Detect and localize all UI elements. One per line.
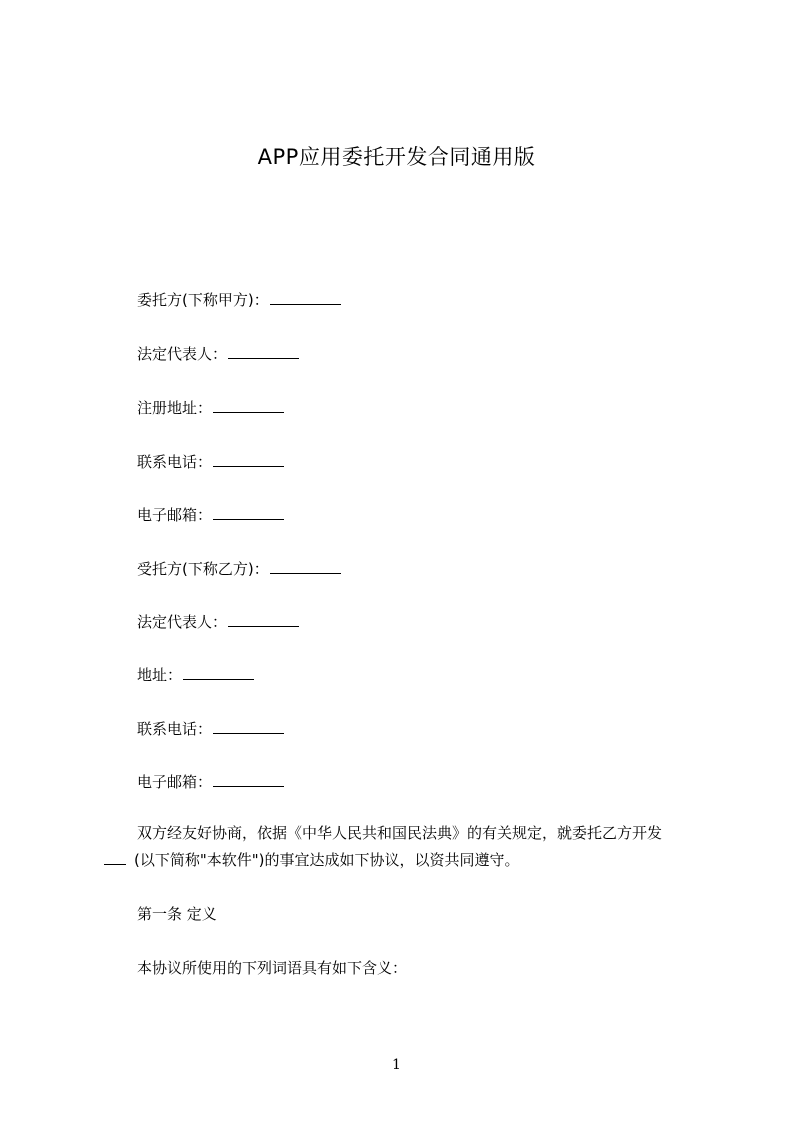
party-a-phone-line bbox=[137, 452, 284, 472]
party-b-label: 受托方(下称乙方)： bbox=[137, 560, 269, 578]
party-a-address-line bbox=[137, 398, 284, 418]
party-b-email-blank bbox=[213, 772, 284, 787]
party-b-phone-blank bbox=[213, 719, 284, 734]
party-a-legal-rep-line bbox=[137, 344, 299, 364]
party-a-legal-rep-blank bbox=[228, 344, 299, 359]
party-b-legal-rep-label: 法定代表人： bbox=[137, 613, 228, 631]
party-b-address-blank bbox=[183, 665, 254, 680]
party-a-address-blank bbox=[213, 398, 284, 413]
party-b-address-label: 地址： bbox=[137, 666, 183, 684]
party-a-email-label: 电子邮箱： bbox=[137, 506, 213, 524]
intro-line-1: 双方经友好协商，依据《中华人民共和国民法典》的有关规定，就委托乙方开发 bbox=[137, 824, 663, 842]
party-a-email-line bbox=[137, 505, 284, 525]
intro-paragraph bbox=[104, 820, 704, 874]
party-b-legal-rep-blank bbox=[228, 612, 299, 627]
party-a-address-label: 注册地址： bbox=[137, 399, 213, 417]
party-a-email-blank bbox=[213, 505, 284, 520]
intro-line-2-wrap bbox=[104, 847, 704, 874]
party-b-email-label: 电子邮箱： bbox=[137, 773, 213, 791]
party-a-label: 委托方(下称甲方)： bbox=[137, 291, 269, 309]
article-1-heading: 第一条 定义 bbox=[137, 905, 217, 923]
party-a-phone-blank bbox=[213, 452, 284, 467]
party-a-line bbox=[137, 290, 341, 310]
party-b-phone-line bbox=[137, 719, 284, 739]
party-b-line bbox=[137, 559, 341, 579]
party-b-legal-rep-line bbox=[137, 612, 299, 632]
party-b-blank bbox=[270, 559, 341, 574]
party-b-email-line bbox=[137, 772, 284, 792]
page-number: 1 bbox=[392, 1057, 401, 1073]
party-a-phone-label: 联系电话： bbox=[137, 453, 213, 471]
party-a-blank bbox=[270, 290, 341, 305]
party-a-legal-rep-label: 法定代表人： bbox=[137, 345, 228, 363]
party-b-address-line bbox=[137, 665, 254, 685]
software-name-blank bbox=[104, 850, 126, 865]
intro-line-2: (以下简称"本软件")的事宜达成如下协议，以资共同遵守。 bbox=[134, 851, 520, 869]
party-b-phone-label: 联系电话： bbox=[137, 720, 213, 738]
article-1-text: 本协议所使用的下列词语具有如下含义： bbox=[137, 959, 408, 977]
document-title: APP应用委托开发合同通用版 bbox=[257, 145, 536, 169]
